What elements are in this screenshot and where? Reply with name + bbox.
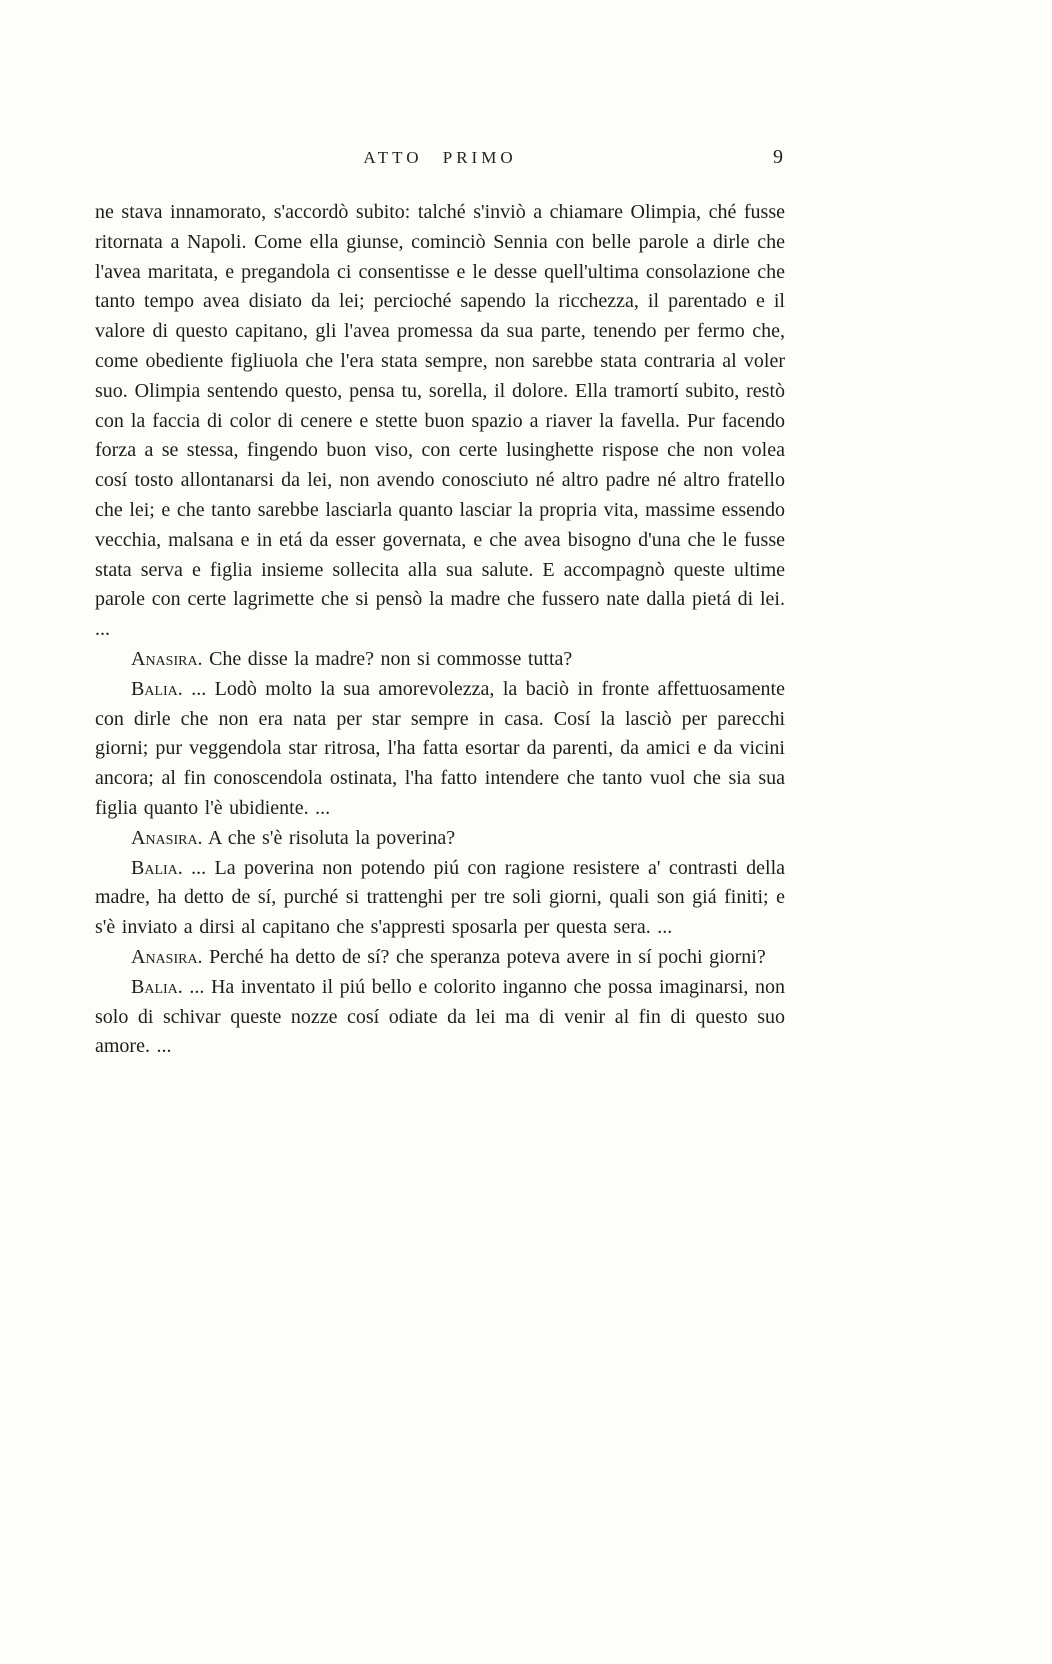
speaker-name: Balia. bbox=[131, 856, 183, 879]
speaker-name: Balia. bbox=[131, 677, 183, 700]
speaker-name: Balia. bbox=[131, 975, 183, 998]
paragraph bbox=[95, 675, 785, 824]
speaker-name: Anasira. bbox=[131, 826, 203, 849]
paragraph-text: ... Ha inventato il piú bello e colorito inganno che possa imaginarsi, non solo di schivar queste nozze cosí odiate da lei ma di venir al fin di questo suo amore. ... bbox=[95, 975, 785, 1058]
speaker-name: Anasira. bbox=[131, 945, 203, 968]
paragraph bbox=[95, 824, 785, 854]
paragraph-text: Perché ha detto de sí? che speranza poteva avere in sí pochi giorni? bbox=[202, 945, 766, 968]
paragraph-text: A che s'è risoluta la poverina? bbox=[202, 826, 456, 849]
body-text bbox=[95, 198, 785, 1062]
paragraph bbox=[95, 854, 785, 943]
paragraph bbox=[95, 973, 785, 1062]
paragraph-text: Che disse la madre? non si commosse tutta? bbox=[202, 647, 573, 670]
speaker-name: Anasira. bbox=[131, 647, 203, 670]
paragraph-text: ... Lodò molto la sua amorevolezza, la baciò in fronte affettuosamente con dirle che non era nata per star sempre in casa. Cosí la lasciò per parecchi giorni; pur veggendola star ritrosa, l'ha fatta esortar da parenti, da amici e da vicini ancora; al fin conoscendola ostinata, l'ha fatto intendere che tanto vuol che sia sua figlia quanto l'è ubidiente. ... bbox=[95, 677, 785, 819]
paragraph bbox=[95, 198, 785, 645]
page-content bbox=[95, 146, 785, 1062]
paragraph-text: ... La poverina non potendo piú con ragione resistere a' contrasti della madre, ha detto de sí, purché si trattenghi per tre soli giorni, quali son giá finiti; e s'è inviato a dirsi al capitano che s'appresti sposarla per questa sera. ... bbox=[95, 856, 785, 939]
paragraph-text: ne stava innamorato, s'accordò subito: talché s'inviò a chiamare Olimpia, ché fusse ritornata a Napoli. Come ella giunse, cominciò Sennia con belle parole a dirle che l'avea maritata, e pregandola ci consentisse e le desse quell'ultima consolazione che tanto tempo avea disiato da lei; percioché sapendo la ricchezza, il parentado e il valore di questo capitano, gli l'avea promessa da sua parte, tenendo per fermo che, come obediente figliuola che l'era stata sempre, non sarebbe stata contraria al voler suo. Olimpia sentendo questo, pensa tu, sorella, il dolore. Ella tramortí subito, restò con la faccia di color di cenere e stette buon spazio a riaver la favella. Pur facendo forza a se stessa, fingendo buon viso, con certe lusinghette rispose che non volea cosí tosto allontanarsi da lei, non avendo conosciuto né altro padre né altro fratello che lei; e che tanto sarebbe lasciarla quanto lasciar la propria vita, massime essendo vecchia, malsana e in etá da esser governata, e che avea bisogno d'una che le fusse stata serva e figlia insieme sollecita alla sua salute. E accompagnò queste ultime parole con certe lagrimette che si pensò la madre che fussero nate dalla pietá di lei. ... bbox=[95, 201, 785, 641]
paragraph bbox=[95, 943, 785, 973]
page-number: 9 bbox=[773, 146, 783, 168]
paragraph bbox=[95, 645, 785, 675]
running-title: ATTO PRIMO bbox=[363, 148, 517, 167]
running-head bbox=[95, 146, 785, 174]
